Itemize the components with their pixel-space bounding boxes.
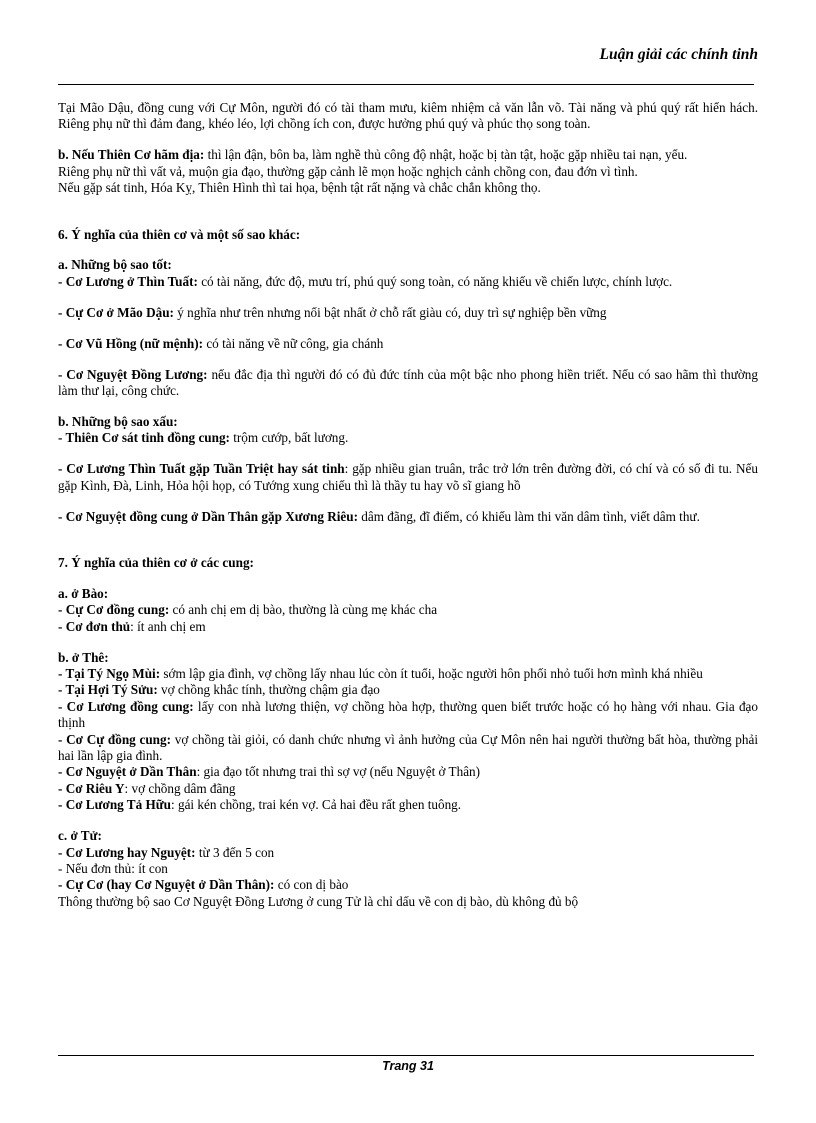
body-text: dâm đãng, đĩ điếm, có khiếu làm thi văn dâm tình, viết dâm thư. [357,508,700,524]
body-text: Riêng phụ nữ thì vất vả, muộn gia đạo, thường gặp cảnh lẽ mọn hoặc nghịch cảnh chồng con, đau đớn vì tình. [58,163,638,179]
text-line [58,861,758,877]
paragraph-block [58,100,758,133]
bold-label: a. Những bộ sao tốt: [58,257,172,273]
paragraph-gap [58,571,758,586]
header-rule [58,84,754,85]
bold-label: - Cơ Nguyệt đồng cung ở Dần Thân gặp Xương Riêu: [58,508,358,524]
text-line [58,147,758,163]
paragraph-block [58,305,758,321]
text-line [58,305,758,321]
footer-rule [58,1055,754,1056]
text-line [58,602,758,618]
body-text: : gia đạo tốt nhưng trai thì sợ vợ (nếu Nguyệt ở Thân) [196,764,481,780]
bold-label: - Cự Cơ (hay Cơ Nguyệt ở Dần Thân): [58,877,275,893]
text-line [58,894,758,910]
body-text: vợ chồng khắc tính, thường chậm gia đạo [157,682,380,698]
paragraph-gap [58,494,758,509]
body-text: có tài năng, đức độ, mưu trí, phú quý song toàn, có năng khiếu về chiến lược, chính lược. [197,273,673,289]
page-number: Trang 31 [382,1059,434,1073]
bold-label: 6. Ý nghĩa của thiên cơ và một số sao khác: [58,226,301,242]
text-line [58,164,758,180]
text-line [58,430,758,446]
bold-label: - Thiên Cơ sát tinh đồng cung: [58,430,230,446]
paragraph-block [58,509,758,525]
paragraph-block [58,227,758,243]
text-line [58,666,758,682]
body-text: ý nghĩa như trên nhưng nổi bật nhất ở chỗ rất giàu có, duy trì sự nghiệp bền vững [173,304,607,320]
bold-label: c. ở Tử: [58,828,102,844]
text-line [58,586,758,602]
bold-label: - Cơ Riêu Y [58,780,125,796]
bold-label: - Cơ Lương Thìn Tuất gặp Tuần Triệt hay sát tinh [58,461,345,477]
text-line [58,274,758,290]
body-text: : gặp nhiều gian truân, trắc trở lớn trên đường đời, có chí và có số đi tu. Nếu gặp Kình, Đà, Linh, Hỏa hội họp, có Tướng xung chiếu thì là thầy tu hay võ sĩ giang hồ [58,461,758,493]
bold-label: - Cơ Nguyệt Đồng Lương: [58,366,208,382]
body-text: có con dị bào [274,877,349,893]
text-line [58,555,758,571]
text-line [58,732,758,765]
text-line [58,336,758,352]
text-line [58,100,758,133]
paragraph-block [58,147,758,196]
paragraph-block [58,336,758,352]
text-line [58,828,758,844]
body-text: : ít anh chị em [130,618,206,634]
paragraph-gap [58,399,758,414]
body-text: có anh chị em dị bào, thường là cùng mẹ khác cha [169,602,438,618]
paragraph-block [58,461,758,494]
text-line [58,227,758,243]
text-line [58,180,758,196]
paragraph-gap [58,290,758,305]
paragraph-gap [58,352,758,367]
bold-label: - Cơ Lương hay Nguyệt: [58,844,196,860]
bold-label: - Cơ Cự đồng cung: [58,731,171,747]
body-text: có tài năng về nữ công, gia chánh [203,335,384,351]
text-line [58,845,758,861]
body-text: : gái kén chồng, trai kén vợ. Cả hai đều rất ghen tuông. [171,797,462,813]
bold-label: - Cơ Nguyệt ở Dần Thân [58,764,197,780]
paragraph-gap [58,321,758,336]
paragraph-gap [58,133,758,148]
paragraph-block [58,650,758,814]
body-text: sớm lập gia đình, vợ chồng lấy nhau lúc còn ít tuổi, hoặc người hôn phối nhỏ tuổi hơn mình khá nhiều [160,665,703,681]
text-line [58,877,758,893]
body-text: : vợ chồng dâm đãng [124,780,236,796]
text-line [58,682,758,698]
bold-label: b. ở Thê: [58,649,109,665]
text-line [58,650,758,666]
body-text: Tại Mão Dậu, đồng cung với Cự Môn, người đó có tài tham mưu, kiêm nhiệm cả văn lẫn võ. Tài năng và phú quý rất hiển hách. Riêng phụ nữ thì đảm đang, khéo léo, lợi chồng ích con, được hưởng phú quý và phúc thọ song toàn. [58,100,758,132]
bold-label: - Cơ Vũ Hồng (nữ mệnh): [58,335,204,351]
paragraph-block [58,414,758,447]
bold-label: - Cơ Lương đồng cung: [58,698,194,714]
text-line [58,619,758,635]
body-text: nếu đắc địa thì người đó có đủ đức tính của một bậc nho phong hiền triết. Nếu có sao hãm thì thường làm thư lại, công chức. [58,366,758,398]
text-line [58,257,758,273]
body-text: thì lận đận, bôn ba, làm nghề thủ công độ nhật, hoặc bị tàn tật, hoặc gặp nhiều tai nạn, yểu. [204,147,688,163]
text-line [58,781,758,797]
paragraph-block [58,555,758,571]
paragraph-gap [58,635,758,650]
paragraph-block [58,257,758,290]
body-text: Thông thường bộ sao Cơ Nguyệt Đồng Lương ở cung Tử là chỉ dấu về con dị bào, dù không đủ bộ [58,893,579,909]
paragraph-block [58,586,758,635]
text-line [58,797,758,813]
paragraph-gap [58,814,758,829]
body-text: - Nếu đơn thủ: ít con [58,860,168,876]
text-line [58,764,758,780]
header-title: Luận giải các chính tinh [599,46,758,63]
bold-label: - Tại Hợi Tý Sửu: [58,682,158,698]
bold-label: a. ở Bào: [58,585,109,601]
bold-label: - Cơ đơn thủ [58,618,131,634]
bold-label: 7. Ý nghĩa của thiên cơ ở các cung: [58,554,254,570]
paragraph-block [58,828,758,910]
paragraph-gap [58,197,758,227]
paragraph-block [58,367,758,400]
bold-label: - Cự Cơ đồng cung: [58,602,170,618]
body-text: từ 3 đến 5 con [195,844,275,860]
bold-label: b. Những bộ sao xấu: [58,413,178,429]
body-text: lấy con nhà lương thiện, vợ chồng hòa hợp, thường quen biết trước hoặc có họ hàng với nhau. Gia đạo thịnh [58,698,758,731]
text-line [58,414,758,430]
text-line [58,461,758,494]
paragraph-gap [58,243,758,258]
bold-label: - Cự Cơ ở Mão Dậu: [58,304,174,320]
bold-label: - Cơ Lương Tả Hữu [58,797,172,813]
text-line [58,699,758,732]
body-text: Nếu gặp sát tinh, Hóa Kỵ, Thiên Hình thì tai họa, bệnh tật rất nặng và chắc chắn không thọ. [58,180,541,196]
page-content [58,100,758,910]
paragraph-gap [58,447,758,462]
text-line [58,509,758,525]
body-text: vợ chồng tài giỏi, có danh chức nhưng vì ảnh hưởng của Cự Môn nên hai người thường bất hòa, thường phải hai lần lập gia đình. [58,731,758,763]
bold-label: - Cơ Lương ở Thìn Tuất: [58,273,198,289]
body-text: trộm cướp, bất lương. [229,430,349,446]
text-line [58,367,758,400]
paragraph-gap [58,525,758,555]
bold-label: b. Nếu Thiên Cơ hãm địa: [58,147,205,163]
bold-label: - Tại Tý Ngọ Mùi: [58,665,161,681]
